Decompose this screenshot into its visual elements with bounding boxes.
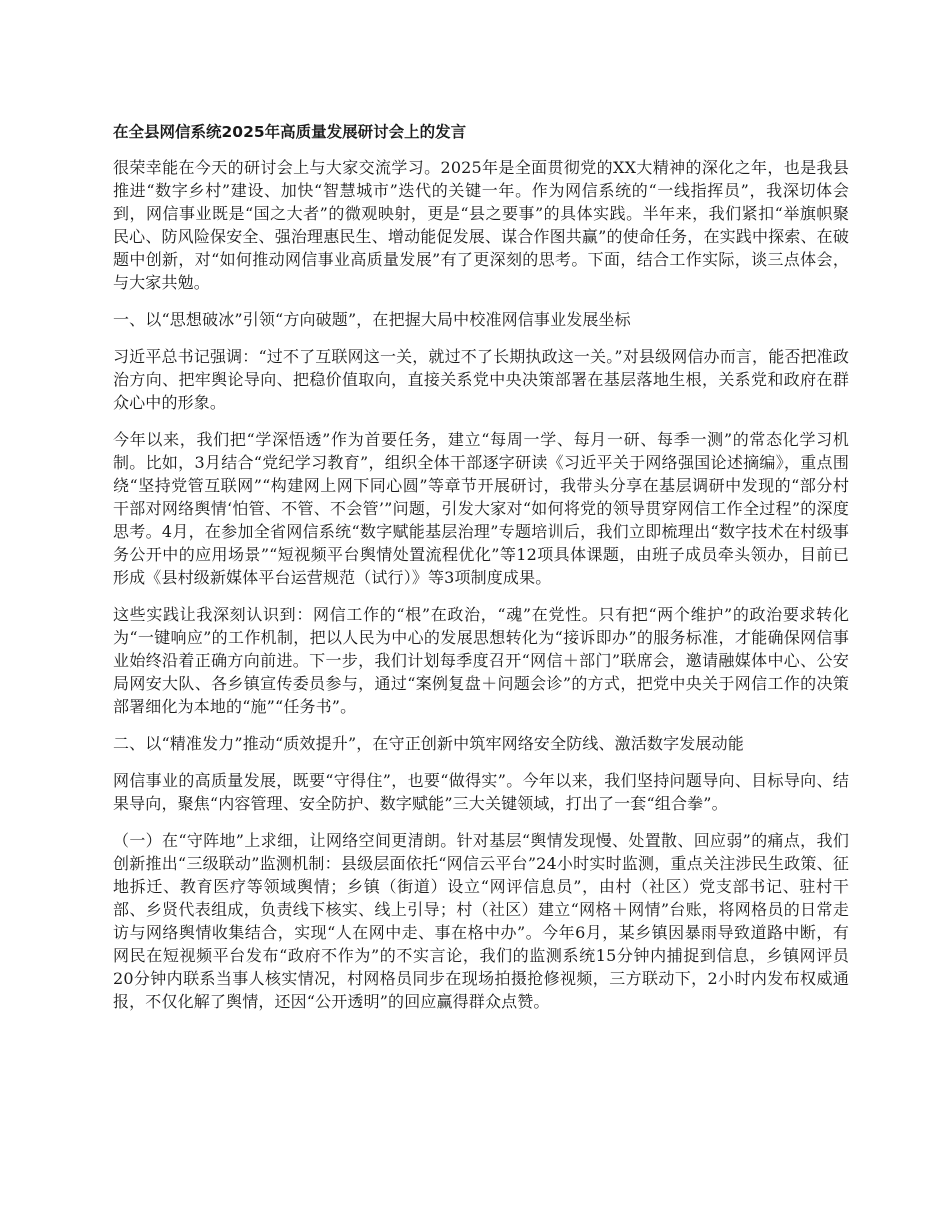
paragraph-reflection: 这些实践让我深刻认识到：网信工作的“根”在政治，“魂”在党性。只有把“两个维护”的政治要求转化为“一键响应”的工作机制，把以人民为中心的发展思想转化为“接诉即办”的服务标准，才能确保网信事业始终沿着正确方向前进。下一步，我们计划每季度召开“网信＋部门”联席会，邀请融媒体中心、公安局网安大队、各乡镇宣传委员参与，通过“案例复盘＋问题会诊”的方式，把党中央关于网信工作的决策部署细化为本地的“施”“任务书”。	[113, 605, 849, 716]
paragraph-study: 今年以来，我们把“学深悟透”作为首要任务，建立“每周一学、每月一研、每季一测”的常态化学习机制。比如，3月结合“党纪学习教育”，组织全体干部逐字研读《习近平关于网络强国论述摘编》，重点围绕“坚持党管互联网”“构建网上网下同心圆”等章节开展研讨，我带头分享在基层调研中发现的“部分村干部对网络舆情‘怕管、不管、不会管’”问题，引发大家对“如何将党的领导贯穿网信工作全过程”的深度思考。4月，在参加全省网信系统“数字赋能基层治理”专题培训后，我们立即梳理出“数字技术在村级事务公开中的应用场景”“短视频平台舆情处置流程优化”等12项具体课题，由班子成员牵头领办，目前已形成《县村级新媒体平台运营规范（试行）》等3项制度成果。	[113, 430, 849, 587]
paragraph-defense: （一）在“守阵地”上求细，让网络空间更清朗。针对基层“舆情发现慢、处置散、回应弱”的痛点，我们创新推出“三级联动”监测机制：县级层面依托“网信云平台”24小时实时监测，重点关注涉民生政策、征地拆迁、教育医疗等领域舆情；乡镇（街道）设立“网评信息员”，由村（社区）党支部书记、驻村干部、乡贤代表组成，负责线下核实、线上引导；村（社区）建立“网格＋网情”台账，将网格员的日常走访与网络舆情收集结合，实现“人在网中走、事在格中办”。今年6月，某乡镇因暴雨导致道路中断，有网民在短视频平台发布“政府不作为”的不实言论，我们的监测系统15分钟内捕捉到信息，乡镇网评员20分钟内联系当事人核实情况，村网格员同步在现场拍摄抢修视频，三方联动下，2小时内发布权威通报，不仅化解了舆情，还因“公开透明”的回应赢得群众点赞。	[113, 831, 849, 1011]
document-page	[113, 120, 849, 1027]
paragraph-intro: 很荣幸能在今天的研讨会上与大家交流学习。2025年是全面贯彻党的XX大精神的深化之年，也是我县推进“数字乡村”建设、加快“智慧城市”迭代的关键一年。作为网信系统的“一线指挥员”，我深切体会到，网信事业既是“国之大者”的微观映射，更是“县之要事”的具体实践。半年来，我们紧扣“举旗帜聚民心、防风险保安全、强治理惠民生、增动能促发展、谋合作图共赢”的使命任务，在实践中探索、在破题中创新，对“如何推动网信事业高质量发展”有了更深刻的思考。下面，结合工作实际，谈三点体会，与大家共勉。	[113, 158, 849, 292]
paragraph-overview: 网信事业的高质量发展，既要“守得住”，也要“做得实”。今年以来，我们坚持问题导向、目标导向、结果导向，聚焦“内容管理、安全防护、数字赋能”三大关键领域，打出了一套“组合拳”。	[113, 771, 849, 813]
section-heading-1: 一、以“思想破冰”引领“方向破题”，在把握大局中校准网信事业发展坐标	[113, 310, 631, 329]
section-heading-2: 二、以“精准发力”推动“质效提升”，在守正创新中筑牢网络安全防线、激活数字发展动能	[113, 734, 744, 753]
paragraph-quote: 习近平总书记强调：“过不了互联网这一关，就过不了长期执政这一关。”对县级网信办而言，能否把准政治方向、把牢舆论导向、把稳价值取向，直接关系党中央决策部署在基层落地生根，关系党和政府在群众心中的形象。	[113, 347, 849, 412]
document-title: 在全县网信系统2025年高质量发展研讨会上的发言	[113, 123, 467, 141]
